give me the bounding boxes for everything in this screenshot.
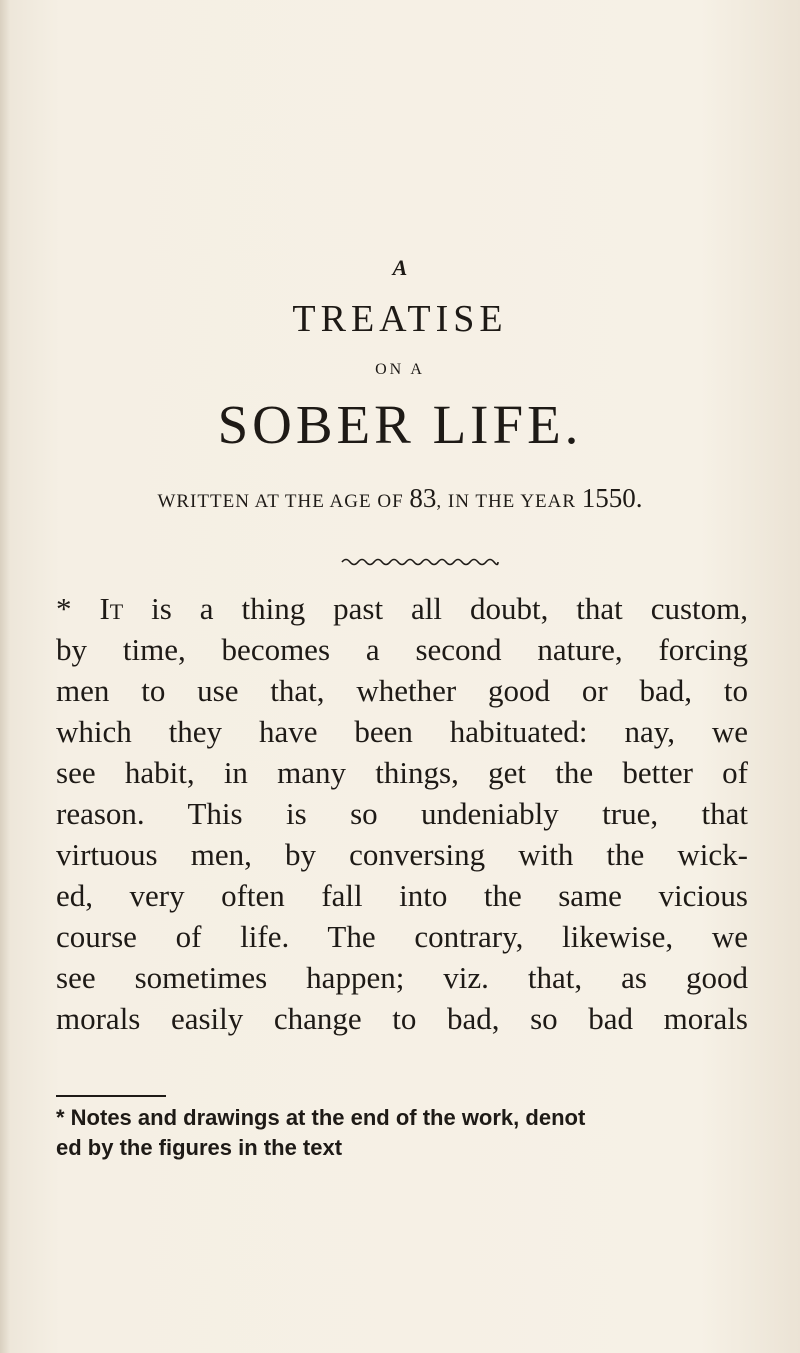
footnote xyxy=(56,1103,756,1163)
body-line-7: virtuous men, by conversing with the wick- xyxy=(56,837,748,872)
opening-word: It xyxy=(99,591,124,626)
body-line-5: see habit, in many things, get the better of xyxy=(56,755,748,790)
title-subject: SOBER LIFE. xyxy=(217,394,583,455)
written-mid: , IN THE YEAR xyxy=(436,491,582,512)
footnote-line-1: * Notes and drawings at the end of the work, denot xyxy=(56,1105,586,1130)
footnote-line-2: ed by the figures in the text xyxy=(56,1135,343,1160)
written-age: 83 xyxy=(409,483,437,513)
binding-shadow xyxy=(0,0,10,1353)
ornamental-wavy-rule xyxy=(340,555,500,569)
written-year: 1550. xyxy=(581,483,643,513)
title-connector: ON A xyxy=(375,361,425,378)
body-line-3: men to use that, whether good or bad, to xyxy=(56,673,748,708)
body-line-10: see sometimes happen; viz. that, as good xyxy=(56,960,748,995)
body-line-6: reason. This is so undeniably true, that xyxy=(56,796,748,831)
body-line-9: course of life. The contrary, likewise, we xyxy=(56,919,748,954)
body-line-2: by time, becomes a second nature, forcing xyxy=(56,632,748,667)
footnote-separator xyxy=(56,1095,166,1097)
body-line-11: morals easily change to bad, so bad morals xyxy=(56,1001,748,1036)
title-written-line xyxy=(0,483,800,514)
body-line-4: which they have been habituated: nay, we xyxy=(56,714,748,749)
title-main: TREATISE xyxy=(292,298,508,340)
body-paragraph xyxy=(56,588,748,1039)
written-prefix: WRITTEN AT THE AGE OF xyxy=(157,491,410,512)
body-line-text: is a thing past all doubt, that custom, xyxy=(123,591,749,626)
body-line-8: ed, very often fall into the same vicious xyxy=(56,878,748,913)
title-article: A xyxy=(392,255,408,280)
footnote-marker: * xyxy=(56,591,72,626)
body-line-1 xyxy=(56,588,748,629)
